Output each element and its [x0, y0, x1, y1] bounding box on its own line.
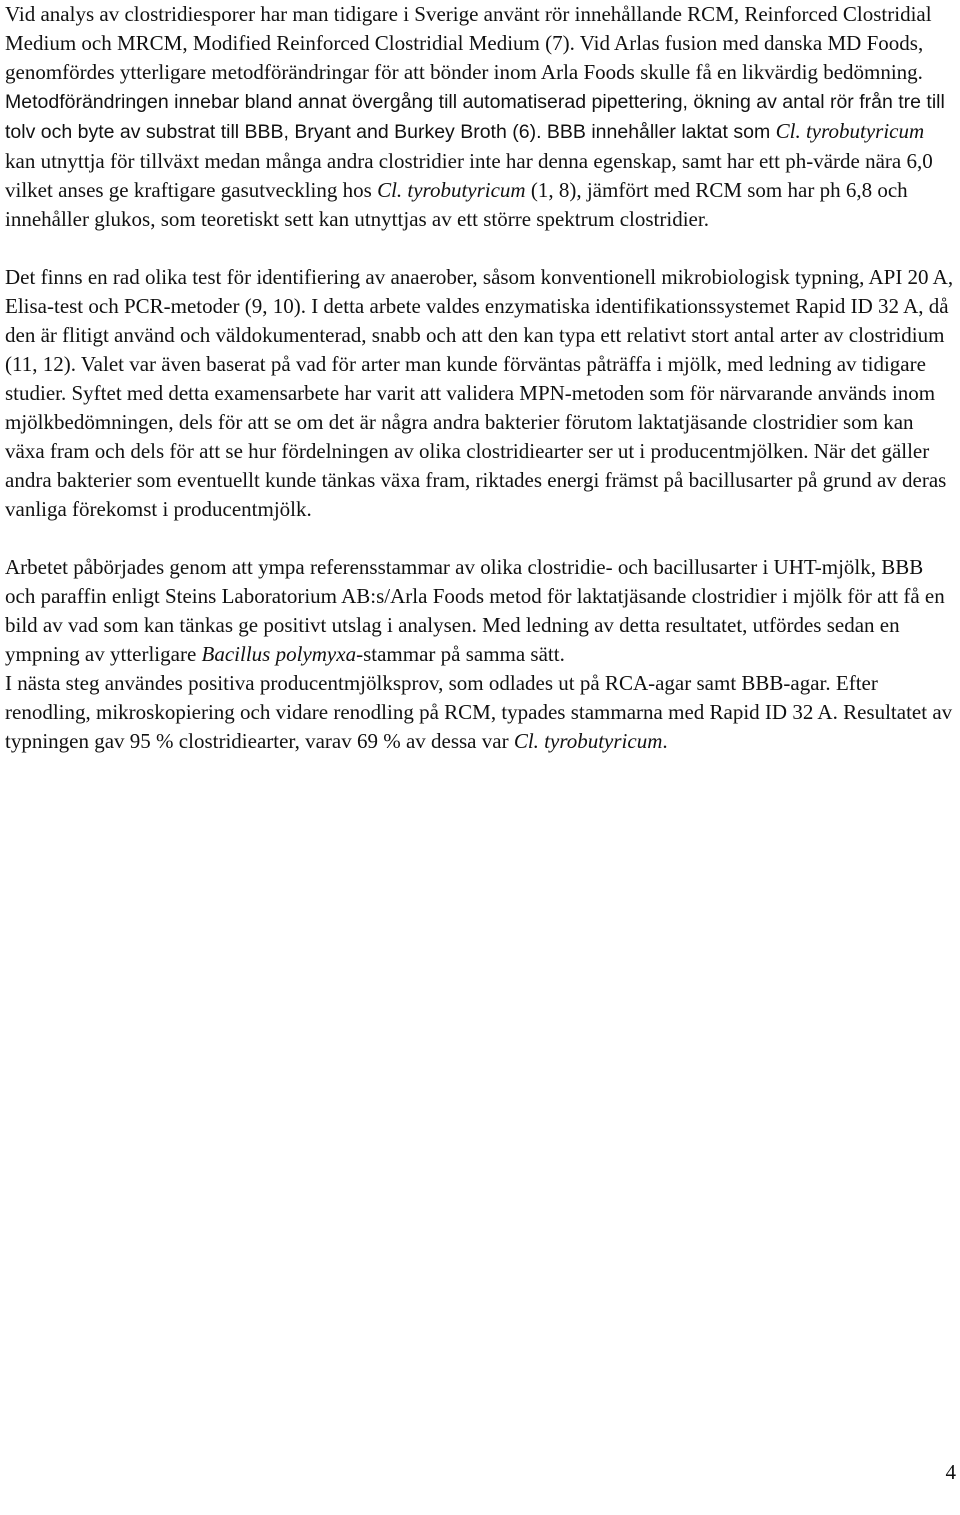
- text-segment: .: [662, 729, 668, 753]
- paragraph-identification-methods: [5, 263, 957, 524]
- page-number: 4: [945, 1460, 956, 1484]
- species-name: Cl. tyrobutyricum: [775, 119, 925, 143]
- species-name: Bacillus polymyxa: [201, 642, 357, 666]
- text-segment: Metodförändringen innebar bland annat övergång till automatiserad pipettering, ökning av antal rör från tre till tolv och byte av substrat till BBB, Bryant and Burkey Broth (6). BBB innehåller laktat som: [5, 91, 945, 143]
- text-segment: Vid analys av clostridiesporer har man tidigare i Sverige använt rör innehållande RCM, Reinforced Clostridial Medium och MRCM, Modified Reinforced Clostridial Medium (7). Vid Arlas fusion med danska MD Foods, genomfördes ytterligare metodförändringar för att bönder inom Arla Foods skulle få en likvärdig bedömning.: [5, 2, 932, 84]
- document-page: [5, 0, 957, 785]
- species-name: Cl. tyrobutyricum: [513, 729, 663, 753]
- paragraph-producer-samples: [5, 669, 957, 756]
- text-segment: I nästa steg användes positiva producentmjölksprov, som odlades ut på RCA-agar samt BBB-agar. Efter renodling, mikroskopiering och vidare renodling på RCM, typades stammarna med Rapid ID 32 A. Resultatet av typningen gav 95 % clostridiearter, varav 69 % av dessa var: [5, 671, 953, 753]
- text-segment: -stammar på samma sätt.: [356, 642, 565, 666]
- paragraph-clostridia-media: [5, 0, 957, 234]
- species-name: Cl. tyrobutyricum: [377, 178, 526, 202]
- text-segment: (1, 8), jämfört med RCM som har ph 6,8 och innehåller glukos, som teoretiskt sett kan utnyttjas av ett större spektrum clostridier.: [5, 178, 908, 231]
- paragraph-reference-strains: [5, 553, 957, 669]
- text-segment: kan utnyttja för tillväxt medan många andra clostridier inte har denna egenskap, samt har ett ph-värde nära 6,0 vilket anses ge kraftigare gasutveckling hos: [5, 149, 933, 202]
- text-segment: Det finns en rad olika test för identifiering av anaerober, såsom konventionell mikrobiologisk typning, API 20 A, Elisa-test och PCR-metoder (9, 10). I detta arbete valdes enzymatiska identifikationssystemet Rapid ID 32 A, då den är flitigt använd och väldokumenterad, snabb och att den kan typa ett relativt stort antal arter av clostridium (11, 12). Valet var även baserat på vad för arter man kunde förväntas påträffa i mjölk, med ledning av tidigare studier. Syftet med detta examensarbete har varit att validera MPN-metoden som för närvarande används inom mjölkbedömningen, dels för att se om det är några andra bakterier förutom laktatjäsande clostridier som kan växa fram och dels för att se hur fördelningen av olika clostridiearter ser ut i producentmjölken. När det gäller andra bakterier som eventuellt kunde tänkas växa fram, riktades energi främst på bacillusarter på grund av deras vanliga förekomst i producentmjölk.: [5, 265, 954, 521]
- text-segment: Arbetet påbörjades genom att ympa referensstammar av olika clostridie- och bacillusarter i UHT-mjölk, BBB och paraffin enligt Steins Laboratorium AB:s/Arla Foods metod för laktatjäsande clostridier i mjölk för att få en bild av vad som kan tänkas ge positivt utslag i analysen. Med ledning av detta resultatet, utfördes sedan en ympning av ytterligare: [5, 555, 945, 666]
